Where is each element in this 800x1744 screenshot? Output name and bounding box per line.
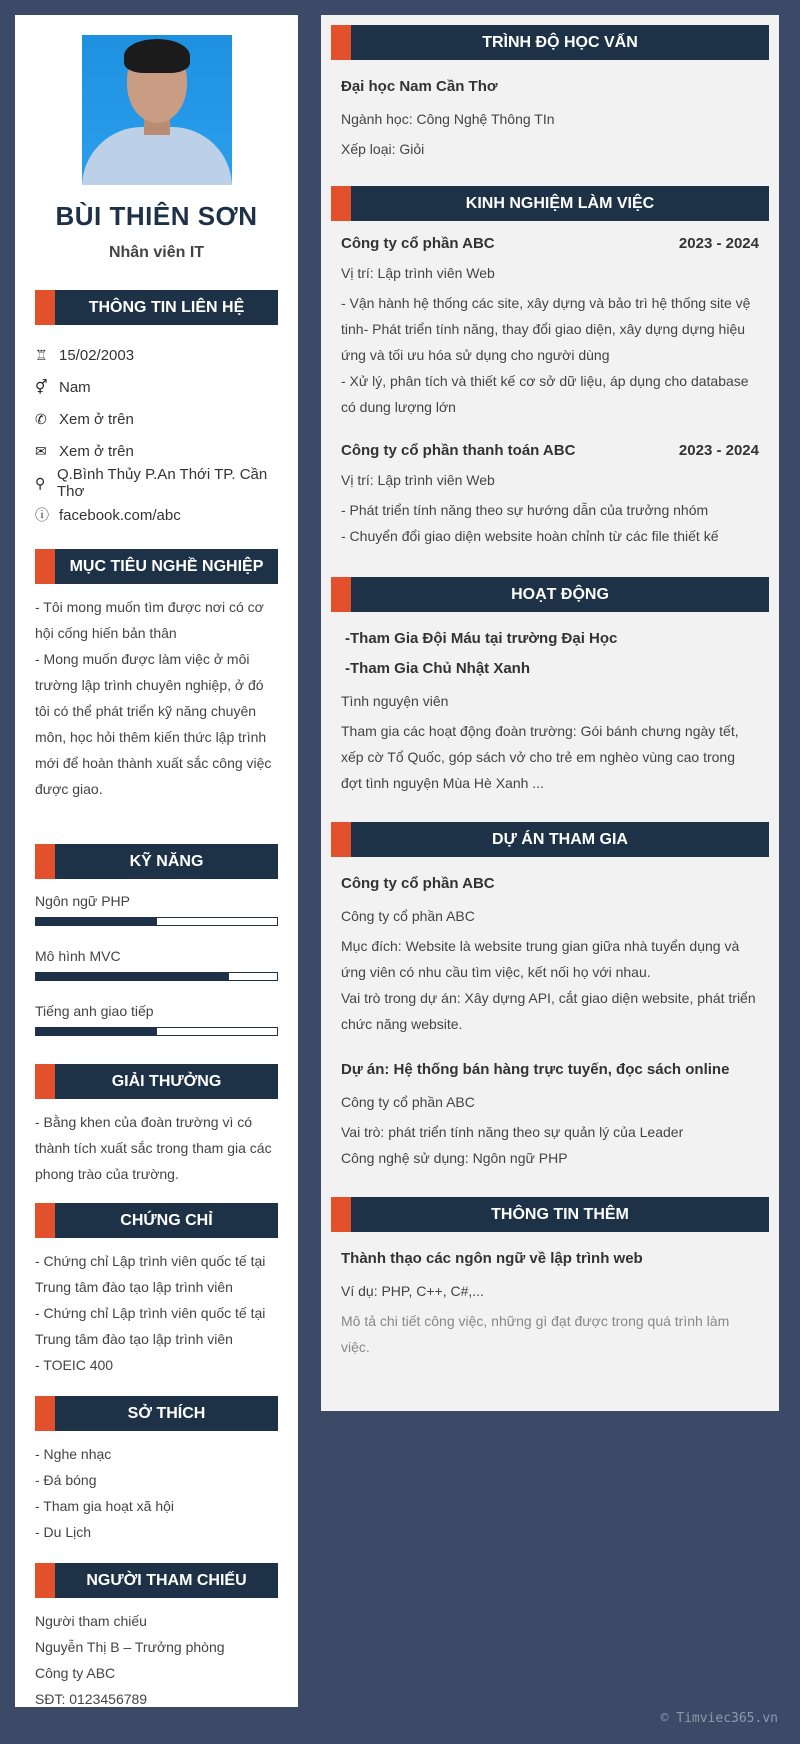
job-period: 2023 - 2024 bbox=[678, 235, 759, 252]
contact-email: ✉ Xem ở trên bbox=[35, 442, 134, 460]
skill-bar bbox=[35, 1027, 278, 1036]
job-company: Công ty cổ phần ABC bbox=[341, 235, 495, 252]
awards-heading: GIẢI THƯỞNG bbox=[35, 1064, 278, 1099]
skill-item bbox=[35, 1003, 278, 1036]
projects-heading: DỰ ÁN THAM GIA bbox=[331, 822, 769, 857]
hobby-item: - Nghe nhạc bbox=[35, 1446, 112, 1462]
job-description: - Phát triển tính năng theo sự hướng dẫn của trưởng nhóm bbox=[341, 502, 709, 518]
candidate-name: BÙI THIÊN SƠN bbox=[55, 201, 258, 231]
skill-bar bbox=[35, 972, 278, 981]
certificate-line: - Chứng chỉ Lập trình viên quốc tế tại Trung tâm đào tạo lập trình viên bbox=[35, 1305, 266, 1347]
contact-gender: ⚥ Nam bbox=[35, 378, 91, 396]
additional-example: Ví dụ: PHP, C++, C#,... bbox=[341, 1283, 484, 1299]
job-description: - Vận hành hệ thống các site, xây dựng và bảo trì hệ thống site vệ tinh- Phát triển tính năng, thay đổi giao diện, xây dựng dựng hiệu ứng và tối ưu hóa sử dụng cho người dùng bbox=[341, 295, 751, 363]
activity-title: -Tham Gia Chủ Nhật Xanh bbox=[345, 660, 531, 677]
contact-website[interactable]: ⓘ facebook.com/abc bbox=[35, 506, 181, 524]
cake-icon: ♖ bbox=[35, 346, 48, 363]
job-title: Nhân viên IT bbox=[108, 244, 205, 261]
activity-title: -Tham Gia Đội Máu tại trường Đại Học bbox=[345, 630, 618, 647]
skill-label: Mô hình MVC bbox=[35, 948, 121, 964]
certificate-line: - TOEIC 400 bbox=[35, 1357, 114, 1373]
job-position: Vị trí: Lập trình viên Web bbox=[341, 265, 495, 281]
activities-heading: HOẠT ĐỘNG bbox=[331, 577, 769, 612]
skill-item bbox=[35, 948, 278, 981]
project-description: Vai trò trong dự án: Xây dựng API, cắt giao diện website, phát triển chức năng website. bbox=[341, 990, 756, 1032]
job-description: - Chuyển đổi giao diện website hoàn chỉnh từ các file thiết kế bbox=[341, 528, 719, 544]
contact-phone: ✆ Xem ở trên bbox=[35, 410, 134, 428]
info-circle-icon: ⓘ bbox=[35, 507, 49, 523]
job-item bbox=[341, 442, 759, 459]
objective-line-1: - Tôi mong muốn tìm được nơi có cơ hội cống hiến bản thân bbox=[35, 599, 264, 641]
left-column bbox=[15, 15, 298, 1707]
activity-role: Tình nguyện viên bbox=[341, 693, 449, 709]
skill-item bbox=[35, 893, 278, 926]
additional-title: Thành thạo các ngôn ngữ về lập trình web bbox=[341, 1250, 643, 1267]
envelope-icon: ✉ bbox=[35, 442, 47, 459]
project-description: Vai trò: phát triển tính năng theo sự quản lý của Leader bbox=[341, 1124, 684, 1140]
skill-label: Ngôn ngữ PHP bbox=[35, 893, 130, 909]
watermark: © Timviec365.vn bbox=[660, 1711, 778, 1726]
additional-note: Mô tả chi tiết công việc, những gì đạt được trong quá trình làm việc. bbox=[341, 1313, 730, 1355]
education-school: Đại học Nam Cần Thơ bbox=[341, 78, 498, 95]
objective-heading: MỤC TIÊU NGHỀ NGHIỆP bbox=[35, 549, 278, 584]
awards-text: - Bằng khen của đoàn trường vì có thành tích xuất sắc trong tham gia các phong trào của trường. bbox=[35, 1114, 272, 1182]
objective-line-2: - Mong muốn được làm việc ở môi trường lập trình chuyên nghiệp, ở đó tôi có thể phát triển kỹ năng chuyên môn, học hỏi thêm kiến thức lập trình mới để hoàn thành xuất sắc công việc được giao. bbox=[35, 651, 272, 797]
project-client: Công ty cổ phần ABC bbox=[341, 1094, 475, 1110]
certificate-line: - Chứng chỉ Lập trình viên quốc tế tại Trung tâm đào tạo lập trình viên bbox=[35, 1253, 266, 1295]
reference-line: Công ty ABC bbox=[35, 1665, 116, 1681]
phone-icon: ✆ bbox=[35, 410, 47, 427]
right-column bbox=[321, 15, 779, 1411]
hobby-item: - Du Lịch bbox=[35, 1524, 92, 1540]
skill-label: Tiếng anh giao tiếp bbox=[35, 1003, 154, 1019]
reference-line: SĐT: 0123456789 bbox=[35, 1691, 148, 1707]
map-pin-icon: ⚲ bbox=[35, 474, 46, 491]
project-title: Công ty cổ phần ABC bbox=[341, 875, 495, 892]
reference-line: Nguyễn Thị B – Trưởng phòng bbox=[35, 1639, 225, 1655]
contact-heading: THÔNG TIN LIÊN HỆ bbox=[35, 290, 278, 325]
job-item bbox=[341, 235, 759, 252]
education-rank: Xếp loại: Giỏi bbox=[341, 141, 425, 157]
project-client: Công ty cổ phần ABC bbox=[341, 908, 475, 924]
references-heading: NGƯỜI THAM CHIẾU bbox=[35, 1563, 278, 1598]
hobbies-heading: SỞ THÍCH bbox=[35, 1396, 278, 1431]
reference-line: Người tham chiếu bbox=[35, 1613, 147, 1629]
contact-birthday: ♖ 15/02/2003 bbox=[35, 346, 135, 364]
gender-icon: ⚥ bbox=[35, 378, 48, 395]
skills-heading: KỸ NĂNG bbox=[35, 844, 278, 879]
contact-list bbox=[35, 339, 278, 531]
education-heading: TRÌNH ĐỘ HỌC VẤN bbox=[331, 25, 769, 60]
hobby-item: - Tham gia hoạt xã hội bbox=[35, 1498, 175, 1514]
skills-list bbox=[35, 893, 278, 1036]
education-major: Ngành học: Công Nghệ Thông TIn bbox=[341, 111, 555, 127]
project-description: Mục đích: Website là website trung gian giữa nhà tuyển dụng và ứng viên có nhu cầu tìm việc, kết nối họ với nhau. bbox=[341, 938, 740, 980]
skill-bar bbox=[35, 917, 278, 926]
certificates-heading: CHỨNG CHỈ bbox=[35, 1203, 278, 1238]
job-description: - Xử lý, phân tích và thiết kế cơ sở dữ liệu, áp dụng cho database có dung lượng lớn bbox=[341, 373, 749, 415]
project-title: Dự án: Hệ thống bán hàng trực tuyến, đọc sách online bbox=[341, 1061, 730, 1078]
hobby-item: - Đá bóng bbox=[35, 1472, 97, 1488]
profile-photo bbox=[82, 35, 232, 185]
activity-description: Tham gia các hoạt động đoàn trường: Gói bánh chưng ngày tết, xếp cờ Tổ Quốc, góp sách vở cho trẻ em nghèo vùng cao trong đợt tình nguyện Mùa Hè Xanh ... bbox=[341, 723, 739, 791]
job-position: Vị trí: Lập trình viên Web bbox=[341, 472, 495, 488]
job-company: Công ty cổ phần thanh toán ABC bbox=[341, 442, 576, 459]
project-description: Công nghệ sử dụng: Ngôn ngữ PHP bbox=[341, 1150, 568, 1166]
additional-heading: THÔNG TIN THÊM bbox=[331, 1197, 769, 1232]
experience-heading: KINH NGHIỆM LÀM VIỆC bbox=[331, 186, 769, 221]
job-period: 2023 - 2024 bbox=[678, 442, 759, 459]
contact-address: ⚲ Q.Bình Thủy P.An Thới TP. Cần Thơ bbox=[35, 466, 268, 500]
